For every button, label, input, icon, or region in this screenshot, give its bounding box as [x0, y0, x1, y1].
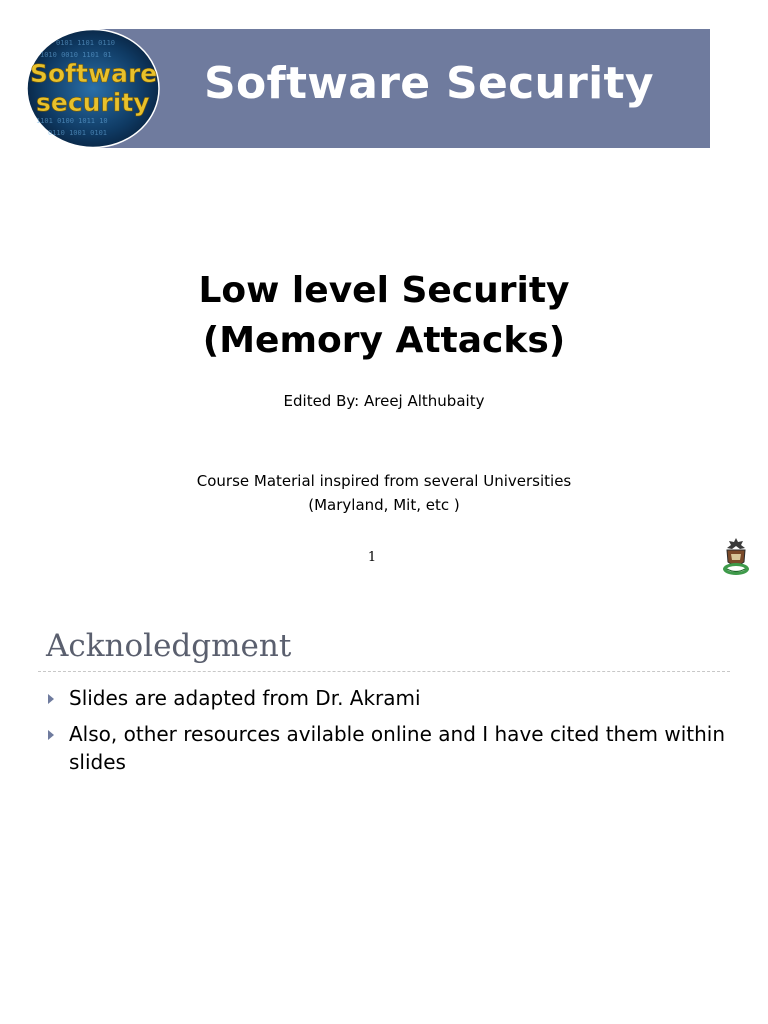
course-note-line2: (Maryland, Mit, etc )	[308, 496, 460, 514]
list-item-text: Also, other resources avilable online and I have cited them within slides	[69, 722, 726, 774]
slide-title-line2: (Memory Attacks)	[202, 320, 566, 361]
svg-text:1101 0100 1011 10: 1101 0100 1011 10	[36, 117, 108, 125]
page-number: 1	[367, 550, 377, 565]
course-note	[0, 469, 768, 517]
slide-title-line1: Low level Security	[198, 270, 570, 311]
list-item	[44, 720, 734, 776]
triangle-bullet-icon	[48, 730, 54, 740]
software-security-logo	[26, 29, 160, 148]
title-divider	[38, 671, 730, 672]
editor-credit: Edited By: Areej Althubaity	[283, 392, 485, 410]
svg-text:0101 1101 0110: 0101 1101 0110	[56, 39, 116, 47]
svg-text:1010 0010 1101 01: 1010 0010 1101 01	[40, 51, 112, 59]
course-note-line1: Course Material inspired from several Universities	[196, 472, 572, 490]
triangle-bullet-icon	[48, 694, 54, 704]
list-item	[44, 684, 734, 712]
logo-text-line2: security	[36, 88, 150, 117]
svg-text:0110 1001 0101: 0110 1001 0101	[48, 129, 108, 137]
acknowledgment-title: Acknoledgment	[46, 628, 292, 664]
list-item-text: Slides are adapted from Dr. Akrami	[69, 686, 421, 710]
acknowledgment-list	[44, 684, 734, 784]
software-security-logo-image	[26, 29, 160, 148]
slide-title	[0, 266, 768, 366]
logo-text-line1: Software	[30, 59, 158, 88]
university-crest-icon	[721, 536, 751, 578]
banner-title: Software Security	[204, 58, 654, 109]
